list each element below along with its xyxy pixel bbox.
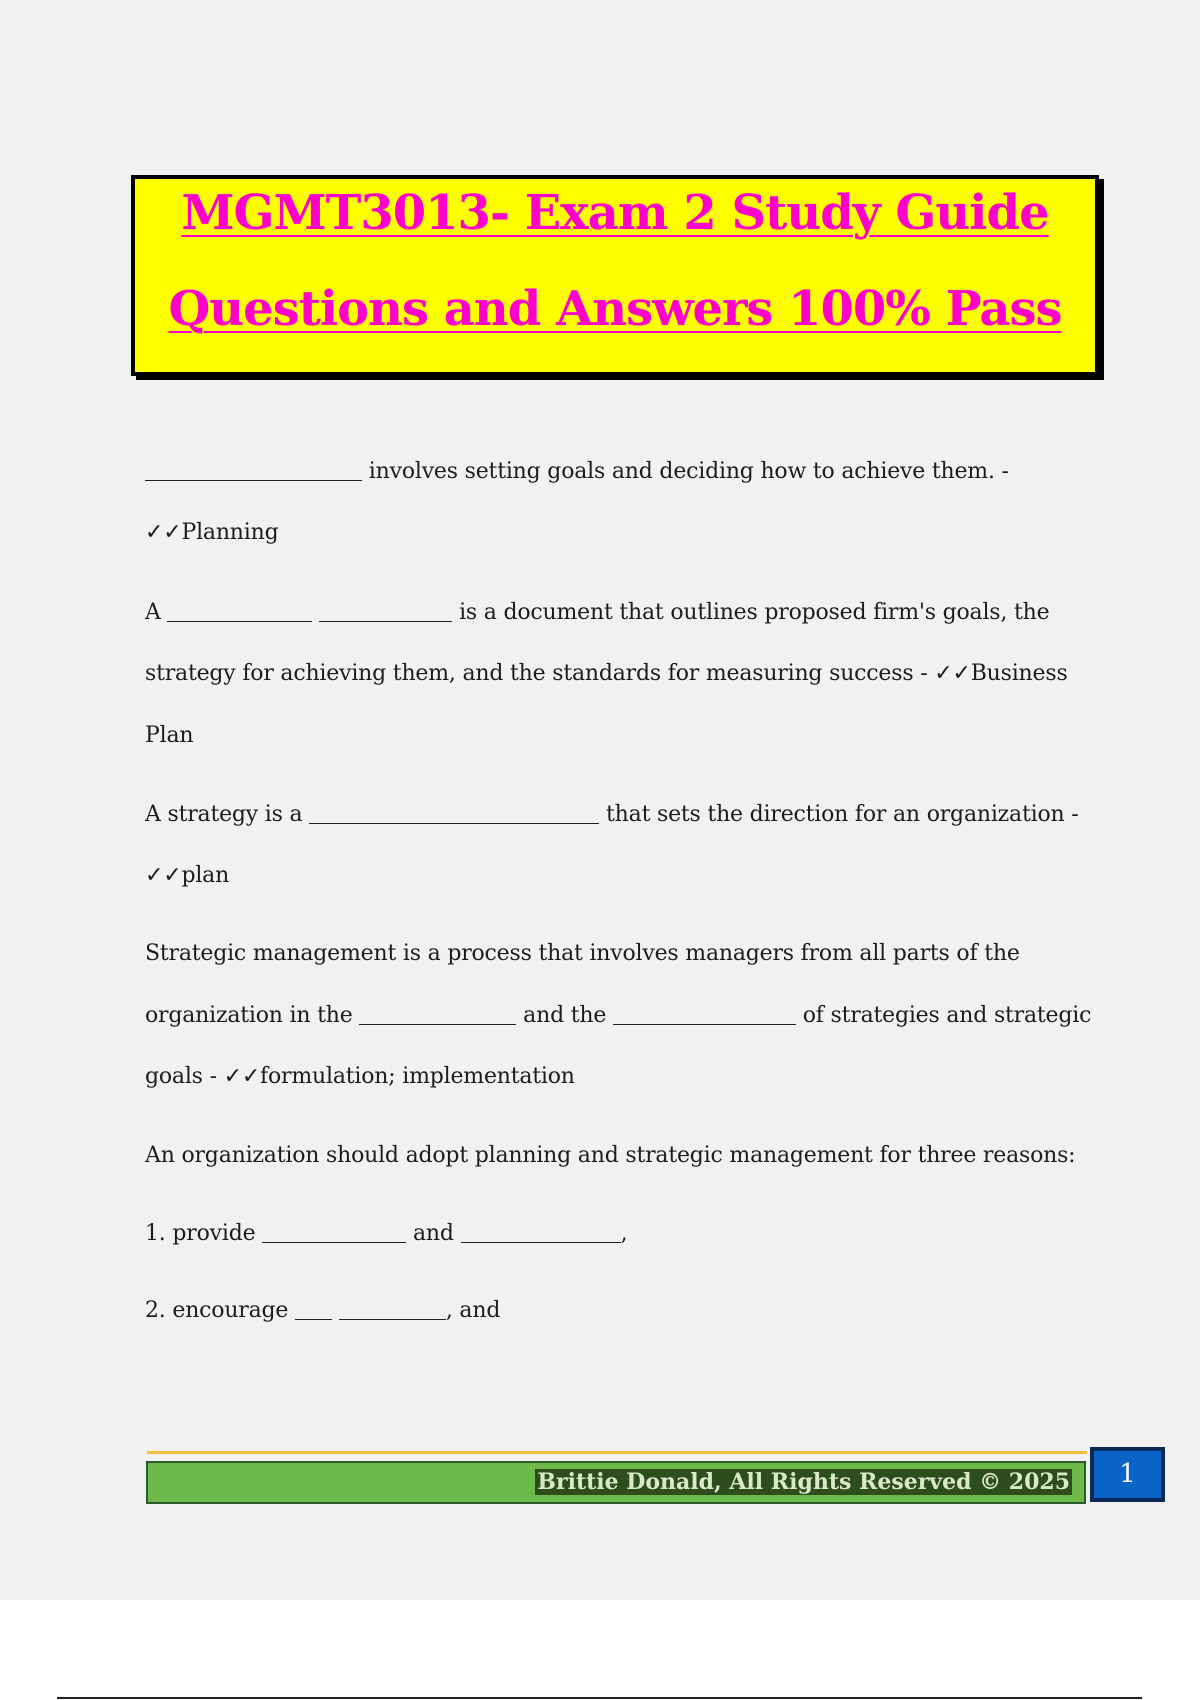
answer-blank: [145, 458, 362, 481]
q1-line-1: [145, 458, 1009, 484]
q2-prefix: A: [145, 600, 168, 625]
q4-line-2-c: of strategies and strategic: [795, 1003, 1092, 1028]
q5-item-1-c: ,: [620, 1221, 628, 1246]
answer-blank: [339, 1297, 446, 1320]
footer-copyright: Brittie Donald, All Rights Reserved © 2025: [537, 1469, 1070, 1495]
q3-prefix: A strategy is a: [145, 802, 310, 827]
q5-item-1-b: and: [406, 1221, 461, 1246]
q4-line-2-a: organization in the: [145, 1003, 360, 1028]
footer-divider: [147, 1451, 1087, 1454]
answer-blank: [319, 599, 452, 622]
q5-line-1: An organization should adopt planning and strategic management for three reasons:: [145, 1143, 1076, 1168]
answer-blank: [613, 1002, 796, 1025]
q4-line-1: Strategic management is a process that involves managers from all parts of the: [145, 941, 1020, 966]
q5-item-2: [145, 1297, 500, 1323]
q2-line-3: Plan: [145, 723, 194, 748]
title-line-2: Questions and Answers 100% Pass: [168, 281, 1062, 337]
footer-bar: [146, 1461, 1086, 1504]
q1-answer: ✓✓Planning: [145, 520, 279, 545]
page-number: 1: [1090, 1447, 1165, 1502]
answer-blank: [461, 1220, 621, 1243]
answer-blank: [359, 1002, 516, 1025]
q3-line-1-rest: that sets the direction for an organization -: [599, 802, 1079, 827]
q4-line-3: goals - ✓✓formulation; implementation: [145, 1064, 575, 1089]
q4-line-2: [145, 1002, 1091, 1028]
q5-item-1: [145, 1220, 627, 1246]
page-bottom-divider: [57, 1697, 1142, 1699]
answer-blank: [309, 801, 599, 824]
q1-text: involves setting goals and deciding how to achieve them. -: [362, 459, 1009, 484]
q2-line-1-rest: is a document that outlines proposed firm's goals, the: [452, 600, 1050, 625]
q5-item-1-a: 1. provide: [145, 1221, 263, 1246]
q2-line-1: [145, 599, 1049, 625]
q2-line-2: strategy for achieving them, and the standards for measuring success - ✓✓Business: [145, 661, 1068, 686]
title-banner: [131, 175, 1099, 376]
q3-answer: ✓✓plan: [145, 863, 230, 888]
answer-blank: [167, 599, 312, 622]
answer-blank: [295, 1297, 332, 1320]
q4-line-2-b: and the: [516, 1003, 613, 1028]
title-line-1: MGMT3013- Exam 2 Study Guide: [181, 185, 1049, 241]
q5-item-2-a: 2. encourage: [145, 1298, 296, 1323]
answer-blank: [262, 1220, 406, 1243]
q3-line-1: [145, 801, 1079, 827]
q5-item-2-b: , and: [445, 1298, 501, 1323]
